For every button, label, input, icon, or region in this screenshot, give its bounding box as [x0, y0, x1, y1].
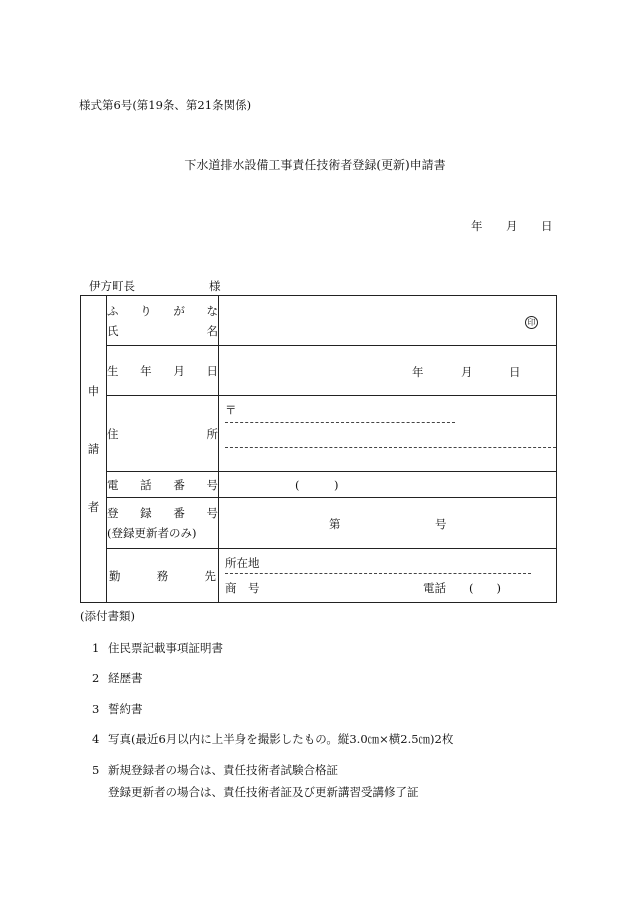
address-label-cell	[107, 396, 219, 472]
addressee	[89, 278, 221, 294]
workplace-location-label: 所在地	[225, 556, 260, 570]
birth-year-unit: 年	[412, 365, 424, 379]
seal-mark: 印	[525, 316, 538, 329]
furigana-label	[107, 301, 218, 321]
applicant-side-label	[81, 296, 107, 603]
birthdate-label-char: 生	[107, 363, 119, 378]
attachment-num: 5	[92, 763, 100, 777]
workplace-label-char: 先	[204, 568, 216, 583]
row-birthdate	[81, 346, 557, 396]
attachment-num: 3	[92, 702, 100, 716]
workplace-phone-parens: ( )	[469, 581, 501, 595]
application-form-table	[80, 295, 557, 603]
name-label-char: 氏	[107, 323, 119, 338]
regnum-label-char: 登	[107, 506, 119, 520]
regnum-prefix: 第	[329, 517, 341, 531]
attachment-item	[92, 762, 338, 778]
attachment-text: 経歴書	[108, 671, 143, 685]
row-registration-number	[81, 498, 557, 549]
birth-day-unit: 日	[509, 365, 521, 379]
phone-label-cell	[107, 472, 219, 498]
birthdate-label-char: 日	[206, 363, 218, 378]
attachment-text: 誓約書	[108, 702, 143, 716]
workplace-label	[107, 566, 218, 586]
name-label	[107, 321, 218, 341]
birthdate-label-char: 月	[173, 363, 185, 378]
postal-line	[225, 422, 455, 423]
phone-label-char: 電	[107, 477, 119, 492]
regnum-label-cell	[107, 498, 219, 549]
phone-label	[107, 475, 218, 495]
date-day-unit: 日	[541, 219, 553, 233]
side-char-2: 請	[87, 442, 100, 456]
workplace-phone-label: 電話	[423, 581, 446, 595]
attachment-item	[92, 731, 453, 747]
regnum-field[interactable]	[219, 498, 557, 549]
name-label-char: 名	[206, 323, 218, 338]
workplace-label-char: 勤	[109, 568, 121, 583]
side-char-3: 者	[87, 500, 100, 514]
attachment-item	[92, 701, 143, 717]
regnum-sublabel: (登録更新者のみ)	[107, 526, 197, 540]
furigana-char: な	[206, 303, 218, 318]
row-phone	[81, 472, 557, 498]
attachment-item	[92, 670, 143, 686]
row-workplace	[81, 549, 557, 603]
birthdate-label	[107, 361, 218, 381]
birth-month-unit: 月	[461, 365, 473, 379]
attachment-item	[92, 640, 223, 656]
address-field[interactable]	[219, 396, 557, 472]
phone-parens: ( )	[295, 478, 339, 492]
workplace-location-line	[225, 573, 531, 574]
workplace-field[interactable]	[219, 549, 557, 603]
workplace-label-char: 務	[156, 568, 169, 583]
address-label-char: 所	[206, 426, 218, 441]
address-label-char: 住	[107, 426, 119, 441]
phone-label-char: 号	[206, 477, 218, 492]
attachment-text: 写真(最近6月以内に上半身を撮影したもの。縦3.0㎝×横2.5㎝)2枚	[108, 732, 454, 746]
regnum-label	[107, 503, 218, 523]
addressee-name: 伊方町長	[89, 279, 135, 293]
regnum-suffix: 号	[435, 517, 447, 531]
phone-label-char: 番	[173, 477, 185, 492]
row-address	[81, 396, 557, 472]
addressee-honorific: 様	[209, 279, 221, 293]
date-year-unit: 年	[471, 219, 483, 233]
address-line	[225, 447, 556, 448]
workplace-company-label: 商 号	[225, 581, 260, 595]
name-label-cell	[107, 296, 219, 346]
form-number: 様式第6号(第19条、第21条関係)	[79, 98, 252, 112]
regnum-label-char: 号	[206, 506, 218, 520]
birthdate-label-char: 年	[140, 363, 152, 378]
phone-field[interactable]	[219, 472, 557, 498]
document-title: 下水道排水設備工事責任技術者登録(更新)申請書	[184, 158, 446, 172]
birthdate-field[interactable]	[219, 346, 557, 396]
postal-mark: 〒	[225, 403, 237, 417]
phone-label-char: 話	[140, 477, 152, 492]
regnum-label-char: 番	[173, 506, 185, 520]
attachment-num: 1	[92, 641, 100, 655]
birthdate-label-cell	[107, 346, 219, 396]
furigana-char: り	[140, 303, 152, 318]
address-label	[107, 424, 218, 444]
attachment-num: 4	[92, 732, 100, 746]
name-field[interactable]	[219, 296, 557, 346]
row-name	[81, 296, 557, 346]
attachment-item-5-continuation: 登録更新者の場合は、責任技術者証及び更新講習受講修了証	[108, 785, 419, 799]
attachment-text: 新規登録者の場合は、責任技術者試験合格証	[108, 763, 338, 777]
attachment-text: 住民票記載事項証明書	[108, 641, 223, 655]
side-char-1: 申	[87, 384, 100, 398]
regnum-label-char: 録	[140, 506, 152, 520]
furigana-char: が	[173, 303, 185, 318]
workplace-label-cell	[107, 549, 219, 603]
date-month-unit: 月	[506, 219, 518, 233]
attachments-title: (添付書類)	[80, 609, 135, 623]
furigana-char: ふ	[107, 303, 119, 318]
attachment-num: 2	[92, 671, 100, 685]
